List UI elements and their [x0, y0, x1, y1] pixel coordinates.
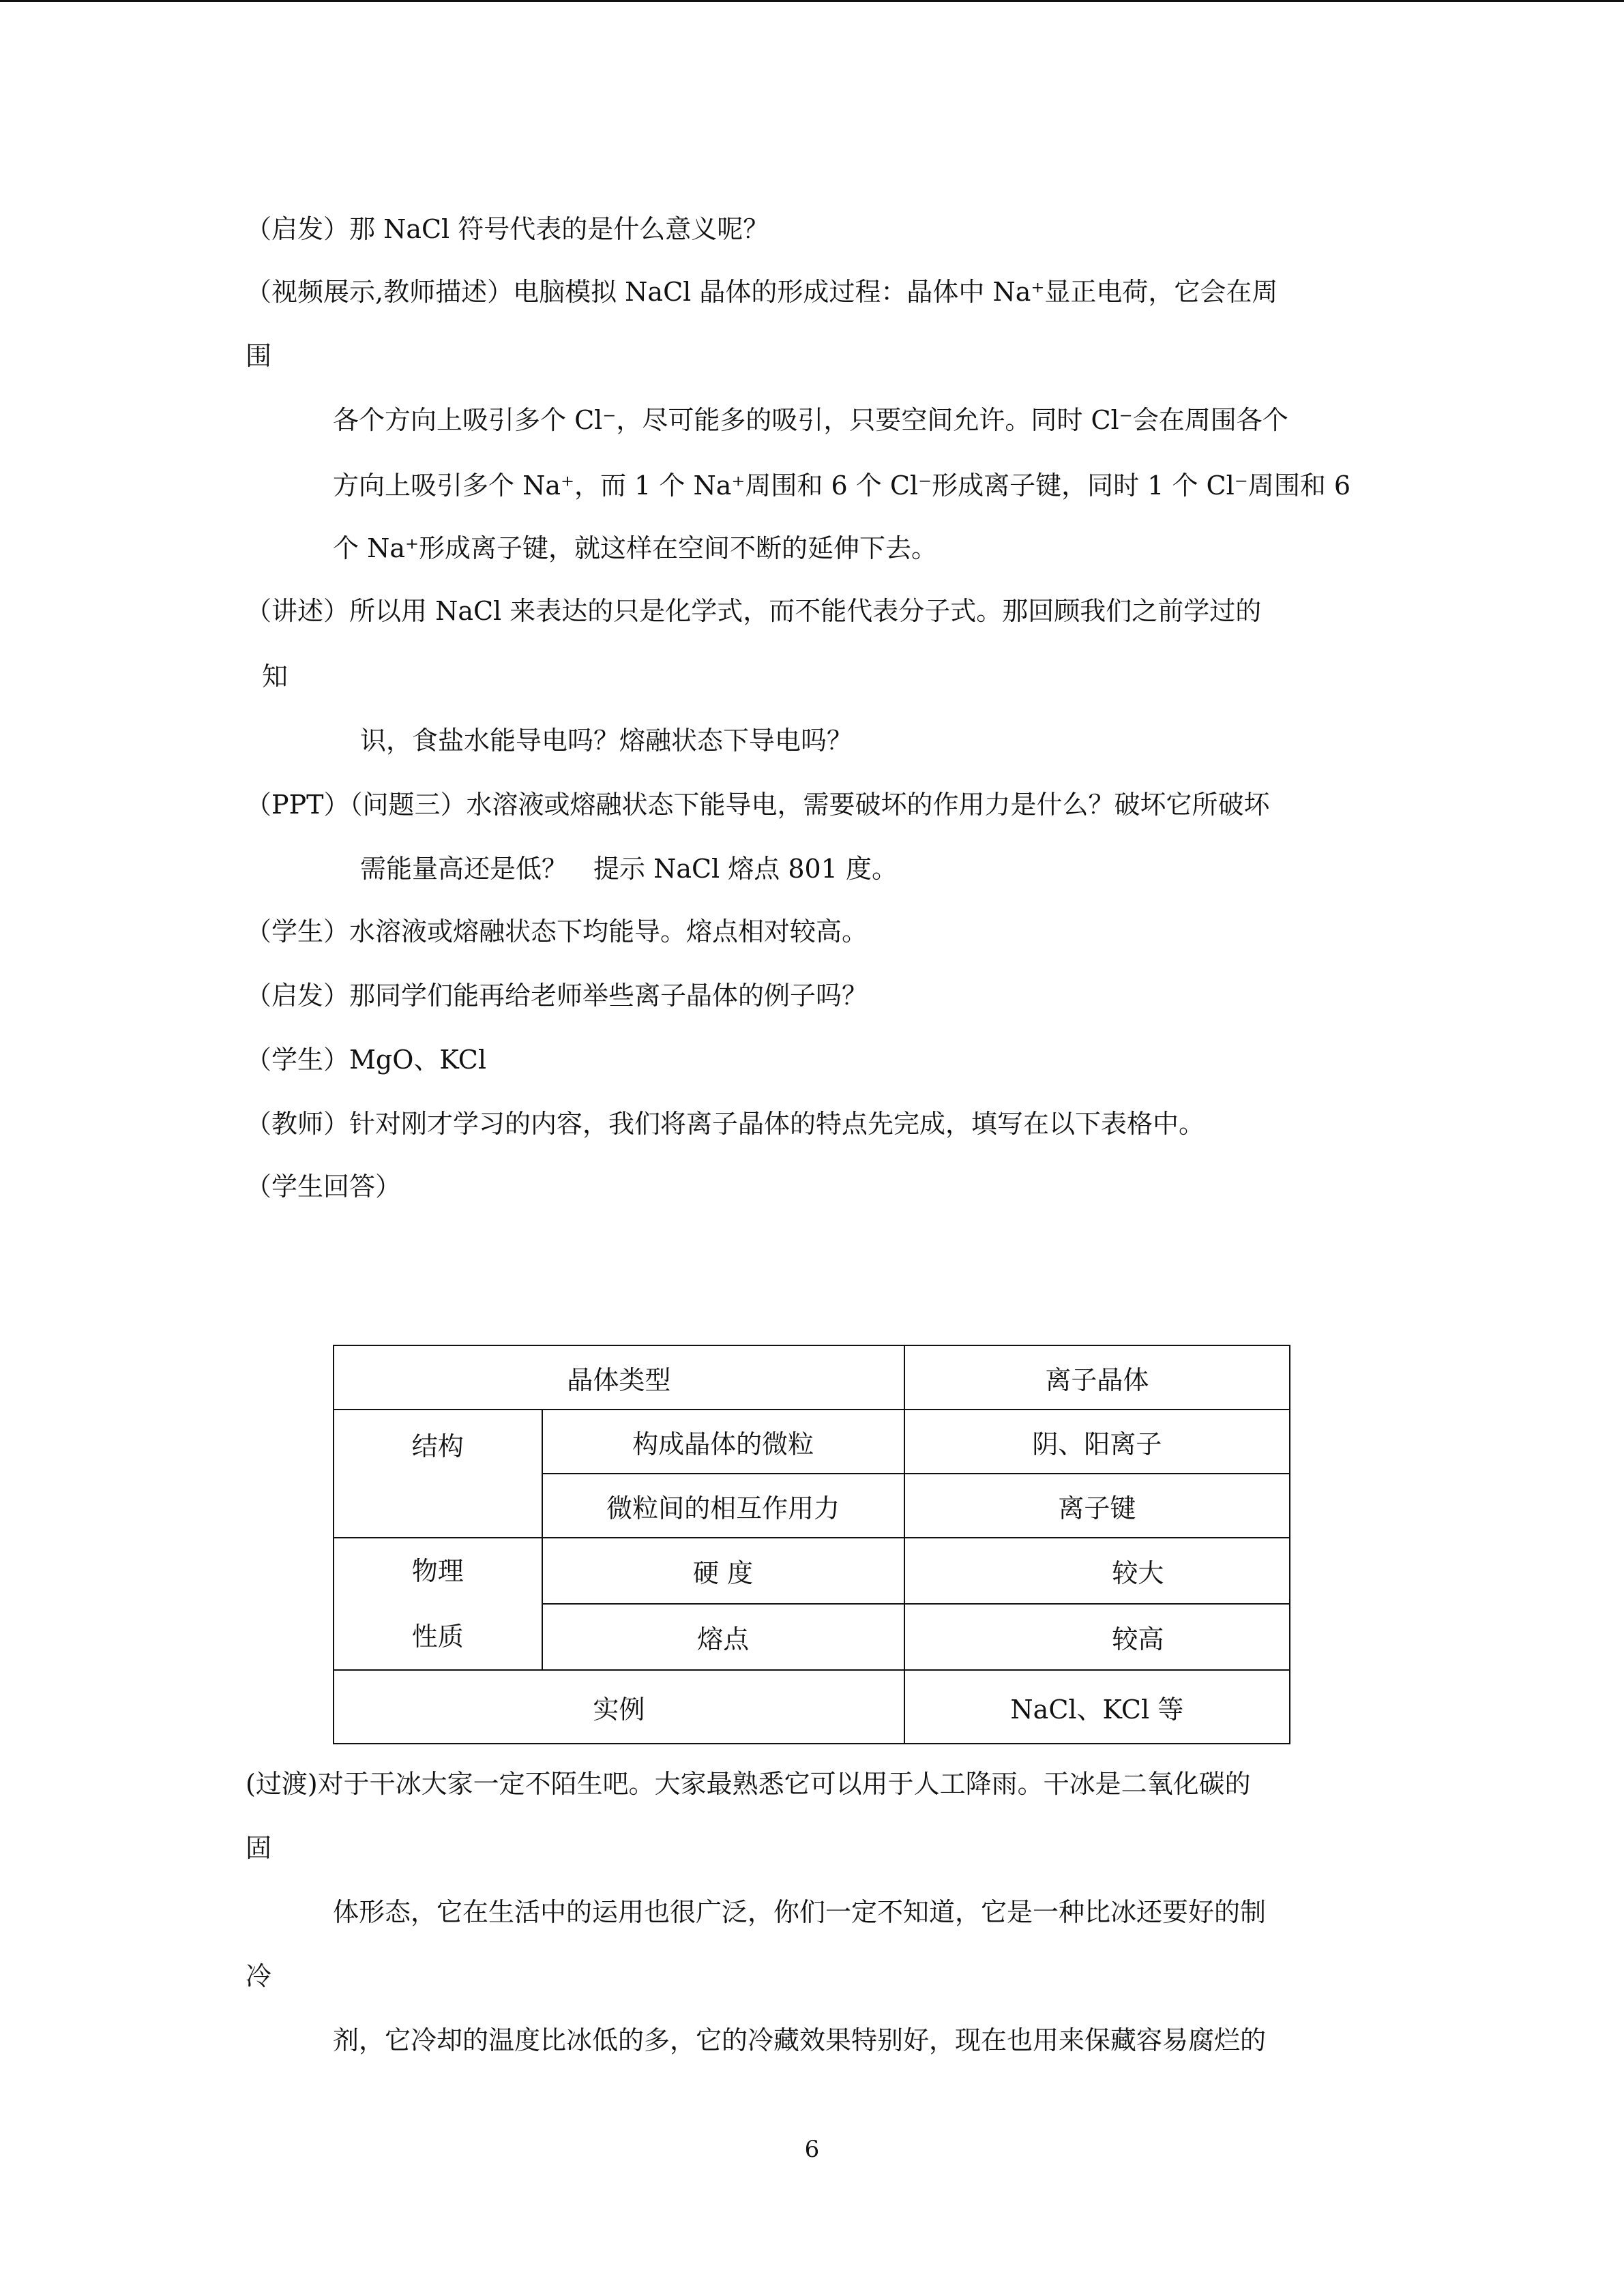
table-cell: 离子键 [904, 1474, 1290, 1538]
table-row [334, 1345, 1290, 1410]
table-cell: 熔点 [542, 1604, 904, 1670]
table-cell: 较大 [904, 1538, 1290, 1604]
paragraph-line: （PPT）（问题三）水溶液或熔融状态下能导电，需要破坏的作用力是什么？破坏它所破坏 [246, 790, 1270, 820]
table-header-cell: 晶体类型 [334, 1345, 904, 1410]
table-cell: 实例 [334, 1670, 904, 1744]
paragraph-line: （教师）针对刚才学习的内容，我们将离子晶体的特点先完成，填写在以下表格中。 [246, 1109, 1205, 1139]
paragraph-line: （启发）那 NaCl 符号代表的是什么意义呢？ [246, 214, 769, 244]
table-label-line: 物理 [411, 1556, 464, 1586]
paragraph-line: （视频展示,教师描述）电脑模拟 NaCl 晶体的形成过程：晶体中 Na⁺显正电荷，它会在周 [246, 277, 1278, 307]
paragraph-line: 剂，它冷却的温度比冰低的多，它的冷藏效果特别好，现在也用来保藏容易腐烂的 [333, 2025, 1267, 2055]
page-number: 6 [804, 2136, 820, 2163]
paragraph-line: 固 [246, 1833, 272, 1863]
table-cell: 构成晶体的微粒 [542, 1410, 904, 1474]
paragraph-line: （讲述）所以用 NaCl 来表达的只是化学式，而不能代表分子式。那回顾我们之前学过的 [246, 596, 1262, 626]
table-row [334, 1410, 1290, 1474]
paragraph-line: 知 [262, 661, 289, 691]
paragraph-line: （学生）水溶液或熔融状态下均能导。熔点相对较高。 [246, 916, 868, 946]
table-row-label: 结构 [334, 1410, 542, 1538]
paragraph-line: 体形态，它在生活中的运用也很广泛，你们一定不知道，它是一种比冰还要好的制 [333, 1897, 1267, 1927]
paragraph-line: 冷 [246, 1961, 272, 1991]
table-cell: 阴、阳离子 [904, 1410, 1290, 1474]
table-row [334, 1538, 1290, 1604]
table-row-label [334, 1538, 542, 1670]
table-header-cell: 离子晶体 [904, 1345, 1290, 1410]
paragraph-line: 方向上吸引多个 Na⁺，而 1 个 Na⁺周围和 6 个 Cl⁻形成离子键，同时 1 个 Cl⁻周围和 6 [333, 471, 1351, 501]
table-row [334, 1670, 1290, 1744]
paragraph-line: 个 Na⁺形成离子键，就这样在空间不断的延伸下去。 [333, 533, 938, 563]
page-top-border [0, 0, 1624, 2]
paragraph-line: 各个方向上吸引多个 Cl⁻，尽可能多的吸引，只要空间允许。同时 Cl⁻会在周围各个 [333, 405, 1288, 435]
paragraph-line: （启发）那同学们能再给老师举些离子晶体的例子吗？ [246, 981, 868, 1011]
table-cell: 微粒间的相互作用力 [542, 1474, 904, 1538]
paragraph-line: 识，食盐水能导电吗？熔融状态下导电吗？ [360, 726, 853, 756]
paragraph-line: 围 [246, 341, 272, 371]
table-cell: 硬 度 [542, 1538, 904, 1604]
table-cell: NaCl、KCl 等 [904, 1670, 1290, 1744]
paragraph-line: 需能量高还是低？ 提示 NaCl 熔点 801 度。 [360, 854, 898, 884]
table-cell: 较高 [904, 1604, 1290, 1670]
ionic-crystal-table [333, 1345, 1290, 1744]
paragraph-line: （学生回答） [246, 1172, 402, 1202]
paragraph-line: (过渡)对于干冰大家一定不陌生吧。大家最熟悉它可以用于人工降雨。干冰是二氧化碳的 [246, 1769, 1251, 1799]
table-label-line: 性质 [411, 1622, 464, 1652]
paragraph-line: （学生）MgO、KCl [246, 1045, 486, 1075]
